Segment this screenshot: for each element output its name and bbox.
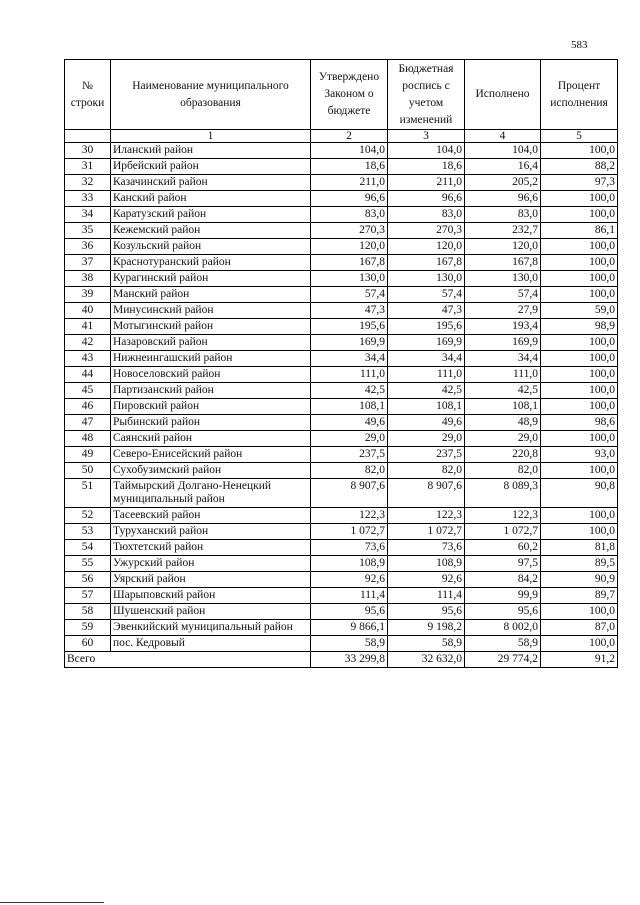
municipality-name: Саянский район <box>111 431 311 447</box>
budget-value: 237,5 <box>388 447 465 463</box>
percent-value: 100,0 <box>541 508 618 524</box>
executed-value: 27,9 <box>465 303 541 319</box>
approved-value: 95,6 <box>311 604 388 620</box>
header-percent: Процент исполнения <box>541 60 618 130</box>
percent-value: 100,0 <box>541 271 618 287</box>
approved-value: 29,0 <box>311 431 388 447</box>
municipality-name: Новоселовский район <box>111 367 311 383</box>
executed-value: 193,4 <box>465 319 541 335</box>
row-number: 45 <box>65 383 111 399</box>
percent-value: 100,0 <box>541 636 618 652</box>
table-row <box>65 191 618 207</box>
executed-value: 58,9 <box>465 636 541 652</box>
executed-value: 130,0 <box>465 271 541 287</box>
header-municipality-name: Наименование муниципального образования <box>111 60 311 130</box>
table-row <box>65 319 618 335</box>
row-number: 53 <box>65 524 111 540</box>
percent-value: 100,0 <box>541 239 618 255</box>
approved-value: 8 907,6 <box>311 479 388 508</box>
municipality-name: Туруханский район <box>111 524 311 540</box>
municipality-name: Краснотуранский район <box>111 255 311 271</box>
row-number: 40 <box>65 303 111 319</box>
row-number: 32 <box>65 175 111 191</box>
approved-value: 58,9 <box>311 636 388 652</box>
municipality-name: Партизанский район <box>111 383 311 399</box>
executed-value: 1 072,7 <box>465 524 541 540</box>
approved-value: 1 072,7 <box>311 524 388 540</box>
row-number: 34 <box>65 207 111 223</box>
executed-value: 108,1 <box>465 399 541 415</box>
approved-value: 49,6 <box>311 415 388 431</box>
column-number <box>65 130 111 143</box>
table-row <box>65 383 618 399</box>
budget-value: 108,1 <box>388 399 465 415</box>
executed-value: 122,3 <box>465 508 541 524</box>
executed-value: 16,4 <box>465 159 541 175</box>
approved-value: 83,0 <box>311 207 388 223</box>
approved-value: 47,3 <box>311 303 388 319</box>
municipality-name: Нижнеингашский район <box>111 351 311 367</box>
municipality-name: Северо-Енисейский район <box>111 447 311 463</box>
approved-value: 82,0 <box>311 463 388 479</box>
budget-value: 29,0 <box>388 431 465 447</box>
executed-value: 205,2 <box>465 175 541 191</box>
executed-value: 82,0 <box>465 463 541 479</box>
table-body <box>65 143 618 652</box>
approved-value: 18,6 <box>311 159 388 175</box>
percent-value: 59,0 <box>541 303 618 319</box>
municipality-name: Канский район <box>111 191 311 207</box>
header-row <box>65 60 618 130</box>
executed-value: 104,0 <box>465 143 541 159</box>
budget-value: 167,8 <box>388 255 465 271</box>
executed-value: 8 089,3 <box>465 479 541 508</box>
executed-value: 34,4 <box>465 351 541 367</box>
table-row <box>65 463 618 479</box>
municipality-name: Кежемский район <box>111 223 311 239</box>
column-number: 1 <box>111 130 311 143</box>
executed-value: 99,9 <box>465 588 541 604</box>
budget-value: 57,4 <box>388 287 465 303</box>
approved-value: 122,3 <box>311 508 388 524</box>
row-number: 46 <box>65 399 111 415</box>
budget-value: 195,6 <box>388 319 465 335</box>
percent-value: 100,0 <box>541 367 618 383</box>
municipality-name: Козульский район <box>111 239 311 255</box>
table-row <box>65 415 618 431</box>
municipality-name: Минусинский район <box>111 303 311 319</box>
row-number: 55 <box>65 556 111 572</box>
table-row <box>65 431 618 447</box>
percent-value: 100,0 <box>541 351 618 367</box>
table-row <box>65 572 618 588</box>
approved-value: 9 866,1 <box>311 620 388 636</box>
municipality-name: Казачинский район <box>111 175 311 191</box>
percent-value: 100,0 <box>541 383 618 399</box>
percent-value: 89,7 <box>541 588 618 604</box>
column-number: 5 <box>541 130 618 143</box>
executed-value: 29,0 <box>465 431 541 447</box>
header-budget-schedule: Бюджетная роспись с учетом изменений <box>388 60 465 130</box>
budget-value: 42,5 <box>388 383 465 399</box>
total-budget: 32 632,0 <box>388 652 465 668</box>
row-number: 41 <box>65 319 111 335</box>
budget-value: 96,6 <box>388 191 465 207</box>
percent-value: 100,0 <box>541 143 618 159</box>
row-number: 54 <box>65 540 111 556</box>
municipality-name: Манский район <box>111 287 311 303</box>
municipality-name: Тюхтетский район <box>111 540 311 556</box>
percent-value: 93,0 <box>541 447 618 463</box>
percent-value: 100,0 <box>541 191 618 207</box>
percent-value: 81,8 <box>541 540 618 556</box>
total-percent: 91,2 <box>541 652 618 668</box>
table-row <box>65 556 618 572</box>
executed-value: 83,0 <box>465 207 541 223</box>
budget-value: 211,0 <box>388 175 465 191</box>
municipality-name: Уярский район <box>111 572 311 588</box>
table-row <box>65 271 618 287</box>
municipality-name: Курагинский район <box>111 271 311 287</box>
table-row <box>65 287 618 303</box>
municipality-name: Шарыповский район <box>111 588 311 604</box>
municipality-name: Сухобузимский район <box>111 463 311 479</box>
approved-value: 96,6 <box>311 191 388 207</box>
table-row <box>65 447 618 463</box>
total-executed: 29 774,2 <box>465 652 541 668</box>
row-number: 42 <box>65 335 111 351</box>
table-row <box>65 636 618 652</box>
executed-value: 57,4 <box>465 287 541 303</box>
approved-value: 237,5 <box>311 447 388 463</box>
table-row <box>65 335 618 351</box>
budget-value: 83,0 <box>388 207 465 223</box>
table-row <box>65 255 618 271</box>
table-row <box>65 351 618 367</box>
table-row <box>65 604 618 620</box>
row-number: 52 <box>65 508 111 524</box>
budget-value: 270,3 <box>388 223 465 239</box>
table-row <box>65 239 618 255</box>
column-number: 4 <box>465 130 541 143</box>
row-number: 38 <box>65 271 111 287</box>
row-number: 57 <box>65 588 111 604</box>
percent-value: 100,0 <box>541 431 618 447</box>
budget-value: 8 907,6 <box>388 479 465 508</box>
footnote-rule <box>0 902 104 903</box>
percent-value: 100,0 <box>541 335 618 351</box>
table-row <box>65 143 618 159</box>
budget-value: 92,6 <box>388 572 465 588</box>
approved-value: 34,4 <box>311 351 388 367</box>
approved-value: 169,9 <box>311 335 388 351</box>
municipality-name: Рыбинский район <box>111 415 311 431</box>
row-number: 49 <box>65 447 111 463</box>
row-number: 60 <box>65 636 111 652</box>
percent-value: 90,9 <box>541 572 618 588</box>
percent-value: 100,0 <box>541 524 618 540</box>
table-row <box>65 399 618 415</box>
municipality-name: Иланский район <box>111 143 311 159</box>
row-number: 36 <box>65 239 111 255</box>
table-row <box>65 175 618 191</box>
executed-value: 167,8 <box>465 255 541 271</box>
total-approved: 33 299,8 <box>311 652 388 668</box>
percent-value: 100,0 <box>541 463 618 479</box>
budget-value: 18,6 <box>388 159 465 175</box>
column-number: 2 <box>311 130 388 143</box>
executed-value: 48,9 <box>465 415 541 431</box>
budget-value: 58,9 <box>388 636 465 652</box>
header-executed: Исполнено <box>465 60 541 130</box>
approved-value: 130,0 <box>311 271 388 287</box>
row-number: 44 <box>65 367 111 383</box>
approved-value: 120,0 <box>311 239 388 255</box>
percent-value: 100,0 <box>541 287 618 303</box>
budget-value: 1 072,7 <box>388 524 465 540</box>
budget-value: 104,0 <box>388 143 465 159</box>
budget-value: 169,9 <box>388 335 465 351</box>
approved-value: 92,6 <box>311 572 388 588</box>
row-number: 37 <box>65 255 111 271</box>
percent-value: 97,3 <box>541 175 618 191</box>
executed-value: 42,5 <box>465 383 541 399</box>
percent-value: 100,0 <box>541 207 618 223</box>
percent-value: 90,8 <box>541 479 618 508</box>
approved-value: 108,1 <box>311 399 388 415</box>
executed-value: 169,9 <box>465 335 541 351</box>
table-row <box>65 508 618 524</box>
executed-value: 220,8 <box>465 447 541 463</box>
percent-value: 86,1 <box>541 223 618 239</box>
percent-value: 88,2 <box>541 159 618 175</box>
municipality-name: Каратузский район <box>111 207 311 223</box>
percent-value: 100,0 <box>541 255 618 271</box>
row-number: 30 <box>65 143 111 159</box>
municipality-name: Ирбейский район <box>111 159 311 175</box>
total-row <box>65 652 618 668</box>
table-header <box>65 60 618 143</box>
municipality-name: Ужурский район <box>111 556 311 572</box>
approved-value: 111,4 <box>311 588 388 604</box>
municipality-name: пос. Кедровый <box>111 636 311 652</box>
table-row <box>65 479 618 508</box>
approved-value: 211,0 <box>311 175 388 191</box>
table-row <box>65 207 618 223</box>
municipality-name: Эвенкийский муниципальный район <box>111 620 311 636</box>
executed-value: 84,2 <box>465 572 541 588</box>
approved-value: 195,6 <box>311 319 388 335</box>
total-label: Всего <box>65 652 311 668</box>
executed-value: 232,7 <box>465 223 541 239</box>
page-number: 583 <box>571 39 588 51</box>
municipality-name: Таймырский Долгано-Ненецкий муниципальный район <box>111 479 311 508</box>
percent-value: 100,0 <box>541 399 618 415</box>
budget-value: 111,4 <box>388 588 465 604</box>
row-number: 47 <box>65 415 111 431</box>
column-number-row <box>65 130 618 143</box>
budget-value: 111,0 <box>388 367 465 383</box>
approved-value: 167,8 <box>311 255 388 271</box>
approved-value: 57,4 <box>311 287 388 303</box>
executed-value: 60,2 <box>465 540 541 556</box>
budget-value: 120,0 <box>388 239 465 255</box>
approved-value: 42,5 <box>311 383 388 399</box>
row-number: 56 <box>65 572 111 588</box>
header-row-number: № строки <box>65 60 111 130</box>
budget-value: 49,6 <box>388 415 465 431</box>
table-row <box>65 159 618 175</box>
percent-value: 98,9 <box>541 319 618 335</box>
table-row <box>65 540 618 556</box>
executed-value: 97,5 <box>465 556 541 572</box>
row-number: 59 <box>65 620 111 636</box>
budget-value: 108,9 <box>388 556 465 572</box>
header-approved: Утверждено Законом о бюджете <box>311 60 388 130</box>
row-number: 39 <box>65 287 111 303</box>
municipality-name: Тасеевский район <box>111 508 311 524</box>
budget-value: 95,6 <box>388 604 465 620</box>
table-row <box>65 524 618 540</box>
budget-value: 130,0 <box>388 271 465 287</box>
table-row <box>65 223 618 239</box>
budget-execution-table <box>64 59 618 668</box>
budget-value: 82,0 <box>388 463 465 479</box>
executed-value: 96,6 <box>465 191 541 207</box>
table-row <box>65 620 618 636</box>
executed-value: 95,6 <box>465 604 541 620</box>
budget-value: 122,3 <box>388 508 465 524</box>
row-number: 50 <box>65 463 111 479</box>
column-number: 3 <box>388 130 465 143</box>
budget-value: 9 198,2 <box>388 620 465 636</box>
percent-value: 87,0 <box>541 620 618 636</box>
percent-value: 89,5 <box>541 556 618 572</box>
percent-value: 100,0 <box>541 604 618 620</box>
municipality-name: Мотыгинский район <box>111 319 311 335</box>
row-number: 31 <box>65 159 111 175</box>
approved-value: 270,3 <box>311 223 388 239</box>
row-number: 33 <box>65 191 111 207</box>
table-row <box>65 367 618 383</box>
row-number: 48 <box>65 431 111 447</box>
municipality-name: Назаровский район <box>111 335 311 351</box>
approved-value: 108,9 <box>311 556 388 572</box>
budget-value: 47,3 <box>388 303 465 319</box>
executed-value: 8 002,0 <box>465 620 541 636</box>
budget-value: 73,6 <box>388 540 465 556</box>
executed-value: 120,0 <box>465 239 541 255</box>
table-row <box>65 588 618 604</box>
approved-value: 111,0 <box>311 367 388 383</box>
row-number: 35 <box>65 223 111 239</box>
table-row <box>65 303 618 319</box>
percent-value: 98,6 <box>541 415 618 431</box>
executed-value: 111,0 <box>465 367 541 383</box>
approved-value: 104,0 <box>311 143 388 159</box>
row-number: 43 <box>65 351 111 367</box>
municipality-name: Шушенский район <box>111 604 311 620</box>
row-number: 58 <box>65 604 111 620</box>
municipality-name: Пировский район <box>111 399 311 415</box>
approved-value: 73,6 <box>311 540 388 556</box>
budget-value: 34,4 <box>388 351 465 367</box>
row-number: 51 <box>65 479 111 508</box>
